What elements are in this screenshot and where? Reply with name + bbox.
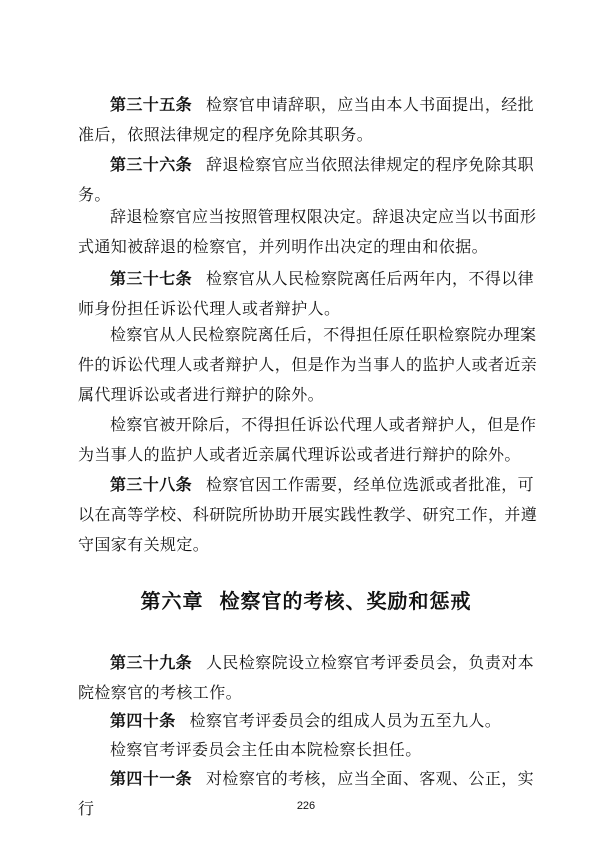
chapter-title: 检察官的考核、奖励和惩戒 — [219, 589, 472, 613]
paragraph-art36 — [78, 150, 544, 210]
chapter-heading — [0, 586, 612, 616]
article-text: 检察官因工作需要，经单位选派或者批准，可以在高等学校、科研院所协助开展实践性教学、研究工作，并遵守国家有关规定。 — [78, 475, 538, 554]
article-heading: 第三十七条 — [110, 269, 193, 288]
paragraph-art37-2 — [78, 320, 544, 410]
paragraph-art37 — [78, 264, 544, 324]
paragraph-art39 — [78, 648, 544, 708]
article-heading: 第三十六条 — [110, 155, 193, 174]
article-heading: 第四十一条 — [110, 769, 193, 788]
paragraph-art40 — [78, 706, 544, 736]
paragraph-art37-3 — [78, 410, 544, 470]
article-text: 检察官从人民检察院离任后两年内，不得以律师身份担任诉讼代理人或者辩护人。 — [78, 269, 535, 318]
article-heading: 第三十五条 — [110, 95, 193, 114]
article-heading: 第三十九条 — [110, 653, 193, 672]
paragraph-art38 — [78, 470, 544, 560]
page-number: 226 — [296, 800, 316, 812]
paragraph-art40-2 — [78, 735, 544, 765]
article-text: 对检察官的考核，应当全面、客观、公正，实行 — [78, 769, 535, 818]
article-text: 检察官被开除后，不得担任诉讼代理人或者辩护人，但是作为当事人的监护人或者近亲属代理诉讼或者进行辩护的除外。 — [78, 415, 537, 464]
article-heading: 第四十条 — [110, 711, 176, 730]
paragraph-art36-2 — [78, 202, 544, 262]
article-heading: 第三十八条 — [110, 475, 193, 494]
article-text: 人民检察院设立检察官考评委员会，负责对本院检察官的考核工作。 — [78, 653, 535, 702]
article-text: 检察官从人民检察院离任后，不得担任原任职检察院办理案件的诉讼代理人或者辩护人，但是作为当事人的监护人或者近亲属代理诉讼或者进行辩护的除外。 — [78, 325, 538, 404]
article-text: 检察官申请辞职，应当由本人书面提出，经批准后，依照法律规定的程序免除其职务。 — [78, 95, 535, 144]
article-text: 辞退检察官应当按照管理权限决定。辞退决定应当以书面形式通知被辞退的检察官，并列明作出决定的理由和依据。 — [78, 207, 537, 256]
article-text: 辞退检察官应当依照法律规定的程序免除其职务。 — [78, 155, 535, 204]
article-text: 检察官考评委员会主任由本院检察长担任。 — [110, 740, 422, 759]
paragraph-art35 — [78, 90, 544, 150]
paragraph-art41 — [78, 764, 544, 824]
article-text: 检察官考评委员会的组成人员为五至九人。 — [189, 711, 502, 730]
chapter-number: 第六章 — [140, 589, 204, 613]
